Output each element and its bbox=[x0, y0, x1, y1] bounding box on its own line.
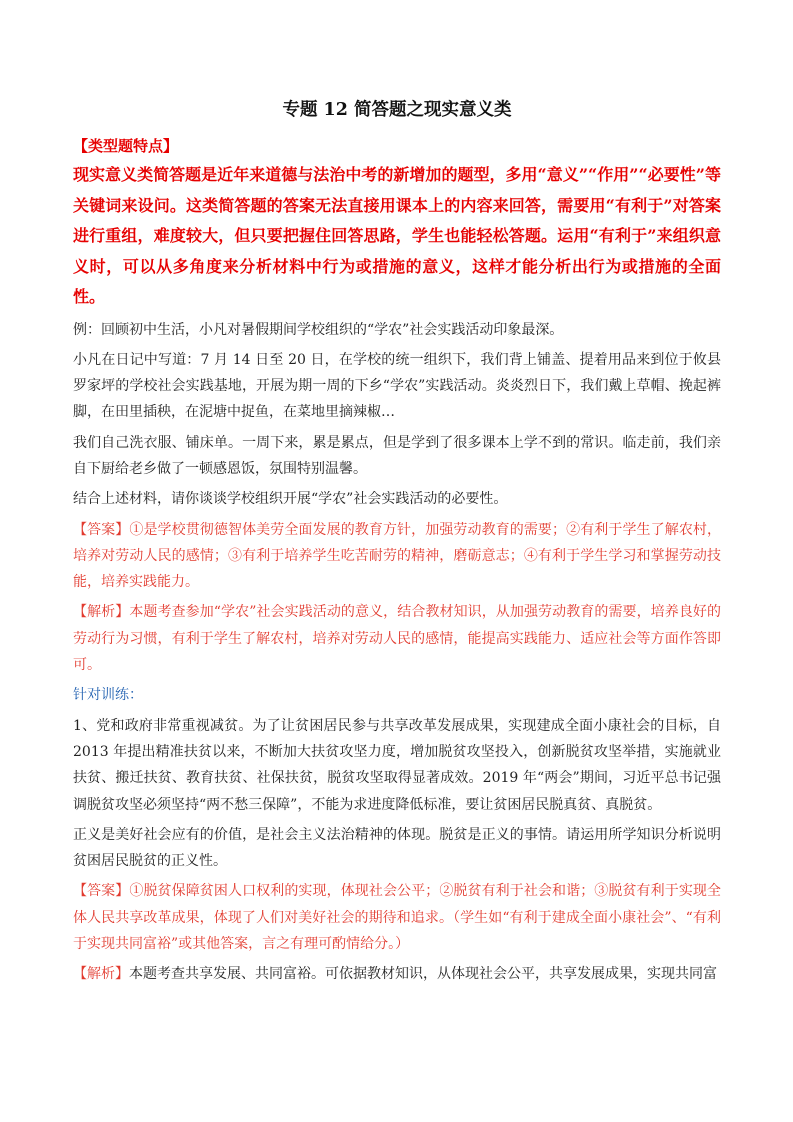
q1-answer-label: 【答案】 bbox=[73, 883, 130, 900]
page-title: 专题 12 简答题之现实意义类 bbox=[282, 100, 512, 120]
example-paragraph-1: 小凡在日记中写道：7 月 14 日至 20 日，在学校的统一组织下，我们背上铺盖、提着用品来到位于攸县罗家坪的学校社会实践基地，开展为期一周的下乡“学农”实践活动。炎炎烈日下，我们戴上草帽、挽起裤脚，在田里插秧，在泥塘中捉鱼，在菜地里摘辣椒… bbox=[73, 351, 721, 421]
question-1-paragraph-2: 正义是美好社会应有的价值，是社会主义法治精神的体现。脱贫是正义的事情。请运用所学知识分析说明贫困居民脱贫的正义性。 bbox=[73, 826, 721, 870]
answer-label: 【答案】 bbox=[73, 521, 130, 538]
question-1-paragraph-1: 1、党和政府非常重视减贫。为了让贫困居民参与共享改革发展成果，实现建成全面小康社会的目标，自 2013 年提出精准扶贫以来，不断加大扶贫攻坚力度，增加脱贫攻坚投入，创新脱贫攻坚举措，实施就业扶贫、搬迁扶贫、教育扶贫、社保扶贫，脱贫攻坚取得显著成效。2019 年“两会”期间，习近平总书记强调脱贫攻坚必须坚持“两不愁三保障”，不能为求进度降低标准，要让贫困居民脱真贫、真脱贫。 bbox=[73, 717, 721, 813]
answer-text: ①是学校贯彻德智体美劳全面发展的教育方针，加强劳动教育的需要；②有利于学生了解农村，培养对劳动人民的感情；③有利于培养学生吃苦耐劳的精神，磨砺意志；④有利于学生学习和掌握劳动技能，培养实践能力。 bbox=[73, 521, 722, 591]
training-heading: 针对训练： bbox=[73, 687, 143, 704]
question-1-analysis bbox=[73, 961, 721, 987]
example-question: 结合上述材料，请你谈谈学校组织开展“学农”社会实践活动的必要性。 bbox=[73, 491, 508, 508]
document-content bbox=[73, 98, 721, 992]
q1-analysis-label: 【解析】 bbox=[73, 966, 129, 983]
example-answer bbox=[73, 517, 721, 596]
feature-heading: 【类型题特点】 bbox=[73, 137, 179, 155]
example-analysis bbox=[73, 599, 721, 678]
analysis-text: 本题考查参加“学农”社会实践活动的意义，结合教材知识，从加强劳动教育的需要，培养良好的劳动行为习惯，有利于学生了解农村，培养对劳动人民的感情，能提高实践能力、适应社会等方面作答即可。 bbox=[73, 604, 722, 674]
example-intro: 例：回顾初中生活，小凡对暑假期间学校组织的“学农”社会实践活动印象最深。 bbox=[73, 321, 564, 338]
q1-answer-text: ①脱贫保障贫困人口权利的实现，体现社会公平；②脱贫有利于社会和谐；③脱贫有利于实现全体人民共享改革成果，体现了人们对美好社会的期待和追求。（学生如“有利于建成全面小康社会”、“有利于实现共同富裕”或其他答案，言之有理可酌情给分。） bbox=[73, 883, 722, 953]
q1-analysis-text: 本题考查共享发展、共同富裕。可依据教材知识，从体现社会公平，共享发展成果，实现共同富 bbox=[129, 966, 717, 983]
question-1-answer bbox=[73, 878, 721, 957]
example-paragraph-2: 我们自己洗衣服、铺床单。一周下来，累是累点，但是学到了很多课本上学不到的常识。临走前，我们亲自下厨给老乡做了一顿感恩饭，氛围特别温馨。 bbox=[73, 434, 721, 477]
feature-text: 现实意义类简答题是近年来道德与法治中考的新增加的题型，多用“意义”“作用”“必要性”等关键词来设问。这类简答题的答案无法直接用课本上的内容来回答，需要用“有利于”对答案进行重组，难度较大，但只要把握住回答思路，学生也能轻松答题。运用“有利于”来组织意义时，可以从多角度来分析材料中行为或措施的意义，这样才能分析出行为或措施的全面性。 bbox=[73, 165, 721, 306]
analysis-label: 【解析】 bbox=[73, 604, 130, 621]
